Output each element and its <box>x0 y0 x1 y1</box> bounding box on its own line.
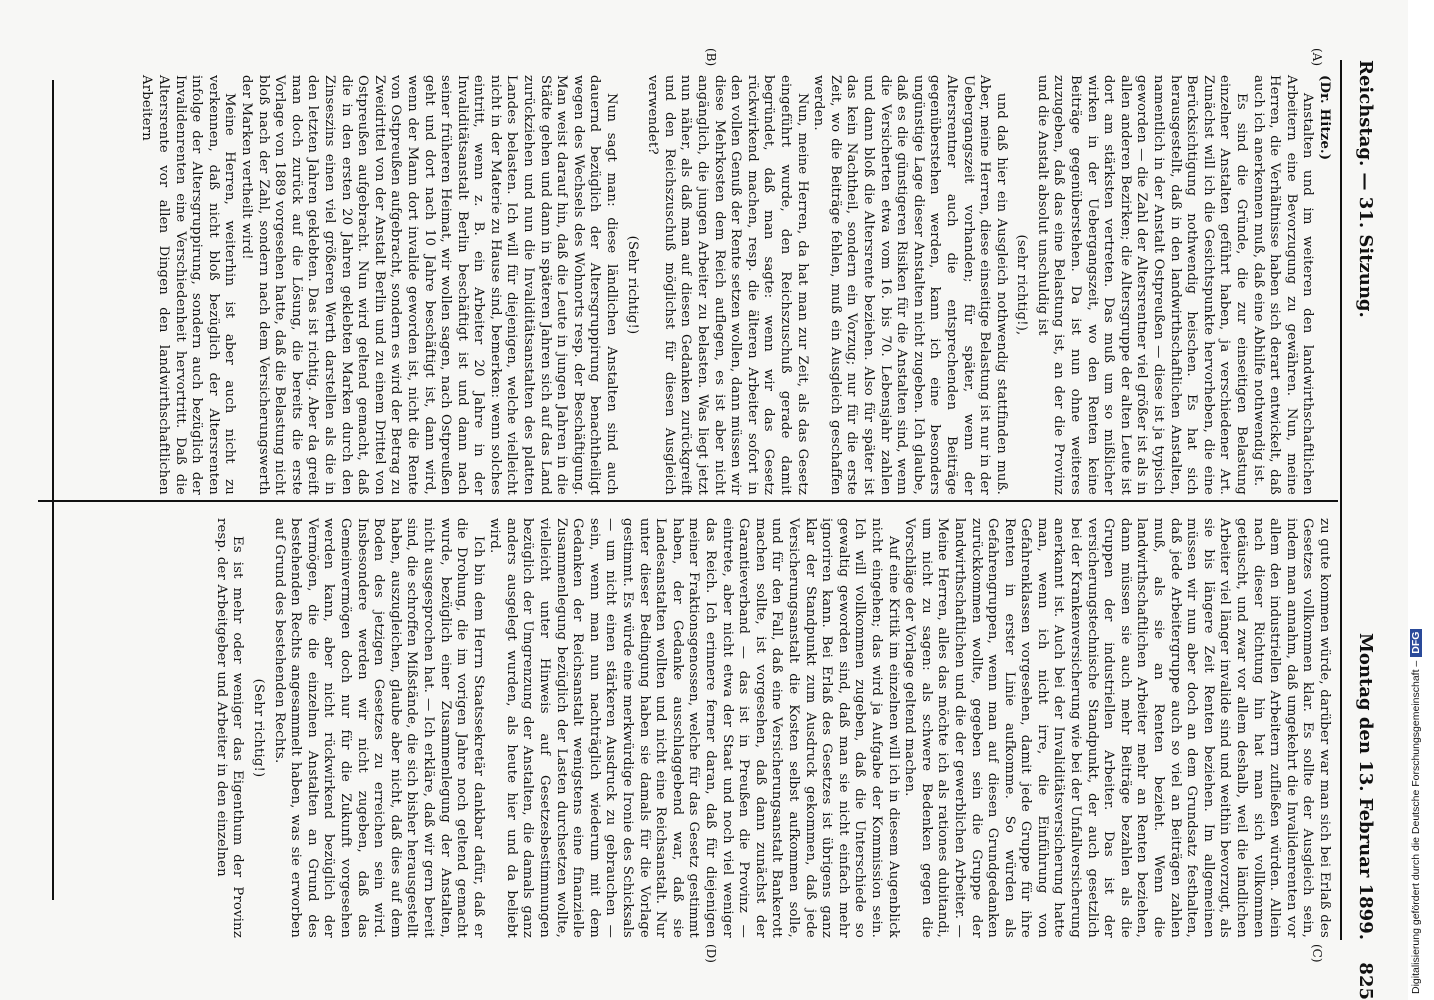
right-column <box>212 518 1332 938</box>
running-header <box>1346 60 1376 1000</box>
margin-letter-a: (A) <box>1310 48 1324 67</box>
page-number: 825 <box>1355 962 1376 1000</box>
header-right: Montag den 13. Februar 1899. <box>1355 632 1376 940</box>
footer-rule <box>52 80 54 900</box>
dfg-logo: DFG <box>1410 629 1422 657</box>
margin-letter-d: (D) <box>704 944 718 963</box>
paragraph: Anstalten und im weiteren den landwirthschaftlichen Arbeitern eine Bevorzugung zu gewähren. Nun, meine Herren, die Verhältnisse haben sich derart entwickelt, daß auch ich anerkennen muß, daß eine Abhilfe nothwendig ist. <box>1250 75 1316 495</box>
paragraph: Nun, meine Herren, da hat man zur Zeit, als das Gesetz eingeführt wurde, den Reichszuschuß gerade damit begründet, daß man sagte: wenn wir das Gesetz rückwirkend machen, resp. die älteren Arbeiter sofort in den vollen Genuß der Rente setzen wollen, dann müssen wir diese Mehrkosten dem Reich auflegen, es ist aber nicht angänglich, die jungen Arbeiter zu belasten. Was liegt jetzt nun näher, als daß man auf diesen Gedanken zurückgreift und den Reichszuschuß möglichst für diesen Ausgleich verwendet? <box>645 75 810 495</box>
column-rule <box>38 500 1338 502</box>
interjection: (Sehr richtig!) <box>251 678 266 778</box>
credit-text: Digitalisierung gefördert durch die Deutsche Forschungsgemeinschaft – <box>1410 660 1422 994</box>
paragraph: zu gute kommen würde, darüber war man sich bei Erlaß des Gesetzes vollkommen klar. Es sollte der Ausgleich sein, indem man annahm, daß umgekehrt die Invalidenrenten vor allem den industriellen Arbeitern zufließen würden. Allein nach dieser Richtung hin hat man sich vollkommen getäuscht, und zwar vor allem deshalb, weil die ländlichen Arbeiter viel länger invalide sind und weithin bevorzugt, als sie bis längere Zeit Renten beziehen. Im allgemeinen müssen wir nun aber doch an dem Grundsatz festhalten, daß jede Arbeitergruppe auch so viel an Beiträgen zahlen muß, als sie an Renten bezieht. Wenn die landwirthschaftlichen Arbeiter mehr an Renten beziehen, dann müssen sie auch mehr Beiträge bezahlen als die Gruppen der industriellen Arbeiter. Das ist der versicherungstechnische Standpunkt, der auch gesetzlich bei der Krankenversicherung wie bei der Unfallversicherung anerkannt ist. Auch bei der Invaliditätsversicherung hatte man, wenn ich nicht irre, die Einführung von Gefahrenklassen vorgesehen, damit jede Gruppe für ihre Renten in erster Linie aufkomme. So würden als Gefahrengruppen, wenn man auf diesen Grundgedanken zurückkommen wollte, gegeben sein die Gruppe der landwirthschaftlichen und die der gewerblichen Arbeiter. — Meine Herren, alles das möchte ich als rationes dubitandi, um nicht zu sagen: als schwere Bedenken gegen die Vorschläge der Vorlage geltend machen. <box>902 518 1332 938</box>
margin-letter-c: (C) <box>1310 944 1324 963</box>
paragraph: Nun sagt man: diese ländlichen Anstalten sind auch dauernd bezüglich der Altersgruppirung benachtheiligt wegen des Wechsels des Wohnorts resp. der Beschäftigung. Man weist darauf hin, daß die Leute in jungen Jahren in die Städte gehen und dann in späteren Jahren sich auf das Land zurückziehen und nun die Invaliditätsanstalten des platten Landes belasten. Ich will für diejenigen, welche vielleicht nicht in der Materie zu Hause sind, bemerken: wenn solches eintritt, wenn z. B. ein Arbeiter 20 Jahre in der Invaliditätsanstalt Berlin beschäftigt ist und dann nach seiner früheren Heimat, wir wollen sagen, nach Ostpreußen geht und dort nach 10 Jahre beschäftigt ist, dann wird, wenn der Mann dort invalide geworden ist, nicht die Rente von Ostpreußen aufgebracht, sondern es wird der Betrag zu Zweidrittel von der Anstalt Berlin und zu einem Drittel von Ostpreußen aufgebracht. Nun wird geltend gemacht, daß die in den ersten 20 Jahren geklebten Marken durch den Zinseszins einen viel größeren Werth darstellen als die in den letzten Jahren geklebten. Das ist richtig. Aber da greift man doch zurück auf die Lösung, die bereits die erste Vorlage von 1889 vorgesehen hatte, daß die Belastung nicht bloß nach der Zahl, sondern nach dem Versicherungswerth der Marken vertheilt wird! <box>239 75 620 495</box>
header-left: Reichstag. — 31. Sitzung. <box>1355 60 1376 318</box>
paragraph: Es ist mehr oder weniger das Eigenthum der Provinz resp. der Arbeitgeber und Arbeiter in den einzelnen <box>213 518 246 938</box>
credit-text-wrapper <box>1410 0 1432 1000</box>
paragraph: Ich bin dem Herrn Staatssekretär dankbar dafür, daß er die Drohung, die im vorigen Jahre noch geltend gemacht wurde, bezüglich einer Zusammenlegung der Anstalten, nicht ausgesprochen hat. — Ich erkläre, daß wir gern bereit sind, die schroffen Mißstände, die sich bisher herausgestellt haben, auszugleichen, glaube aber nicht, daß dies auf dem Boden des jetzigen Gesetzes zu erreichen sein wird. Insbesondere werden wir nicht zugeben, daß das Gemeinvermögen doch nur für die Zukunft vorgesehen werden kann, aber nicht rückwirkend bezüglich der Vermögen, die die einzelnen Anstalten an Grund des bestehenden Rechts angesammelt haben, was sie erworben auf Grund des bestehenden Rechts. <box>271 518 486 938</box>
speaker-label: (Dr. Hitze.) <box>1317 75 1332 161</box>
paragraph: und daß hier ein Ausgleich nothwendig stattfinden muß. Aber, meine Herren, diese einseitige Belastung ist nur in der Uebergangszeit vorhanden; für später, wenn der Altersrentner auch die entsprechenden Beiträge gegenüberstehen werden, kann ich eine besonders ungünstige Lage dieser Anstalten nicht zugeben. Ich glaube, daß es die günstigeren Risiken für die Anstalten sind, wenn die Versicherten etwa vom 16. bis 70. Lebensjahr zahlen und dann bloß die Altersrente beziehen. Also für später ist das kein Nachtheil, sondern ein Vorzug; nur für die erste Zeit, wo die Beiträge fehlen, muß ein Ausgleich geschaffen werden. <box>811 75 1009 495</box>
interjection: (sehr richtig!), <box>1014 234 1030 336</box>
paragraph: Es sind die Gründe, die zur einseitigen Belastung einzelner Anstalten geführt haben, ja verschiedener Art. Zunächst will ich die Gesichtspunkte hervorheben, die eine Berücksichtigung nothwendig heischen. Es hat sich herausgestellt, daß in den landwirthschaftlichen Anstalten, namentlich in der Anstalt Ostpreußen — diese ist ja typisch geworden — die Zahl der Altersrentner viel größer ist als in allen anderen Bezirken; die Altersgruppe der alten Leute ist dort am stärksten vertreten. Das muß um so mißlicher wirken in der Uebergangszeit, wo den Renten keine Beiträge gegenüberstehen. Da ist nun ohne weiteres zuzugeben, daß das eine Belastung ist, an der die Provinz und die Anstalt absolut unschuldig ist <box>1034 75 1250 495</box>
digitization-credit <box>1408 0 1434 1000</box>
paragraph: Meine Herren, weiterhin ist aber auch nicht zu verkennen, daß nicht bloß bezüglich der Altersrenten infolge der Altersgruppirung, sondern auch bezüglich der Invalidenrenten eine Verschiedenheit hervortritt. Daß die Altersrente vor allen Dingen den landwirthschaftlichen Arbeitern <box>139 75 238 495</box>
margin-letter-b: (B) <box>704 48 718 67</box>
paragraph: Auf eine Kritik im einzelnen will ich in diesem Augenblick nicht eingehen; das wird ja Aufgabe der Kommission sein. Ich will vollkommen zugeben, daß die Unterschiede so gewaltig geworden sind, daß man sie nicht einfach mehr ignoriren kann. Bei Erlaß des Gesetzes ist übrigens ganz klar der Standpunkt zum Ausdruck gekommen, daß jede Versicherungsanstalt die Kosten selbst aufkommen solle, und für den Fall, daß eine Versicherungsanstalt Bankerott machen sollte, ist vorgesehen, daß dann zunächst der Garantieverband — das ist in Preußen die Provinz — eintrete, aber nicht etwa der Staat und noch viel weniger das Reich. Ich erinnere ferner daran, daß für diejenigen meiner Fraktionsgenossen, welche für das Gesetz gestimmt haben, der Gedanke ausschlaggebend war, daß sie Landesanstalten wollten und nicht eine Reichsanstalt. Nur unter dieser Bedingung haben sie damals für die Vorlage gestimmt. Es würde eine merkwürdige Ironie des Schicksals — um nicht einen stärkeren Ausdruck zu gebrauchen — sein, wenn man nun nachträglich wiederum mit dem Gedanken der Reichsanstalt wenigstens eine finanzielle Zusammenlegung bezüglich der Lasten durchsetzen wollte, vielleicht unter Hinweis auf Gesetzesbestimmungen bezüglich der Umgrenzung der Anstalten, die damals ganz anders ausgelegt wurden, als heute hier und da beliebt wird. <box>487 518 901 938</box>
left-column <box>138 75 1332 495</box>
interjection: (Sehr richtig!) <box>624 235 640 335</box>
header-rule <box>1340 60 1342 940</box>
